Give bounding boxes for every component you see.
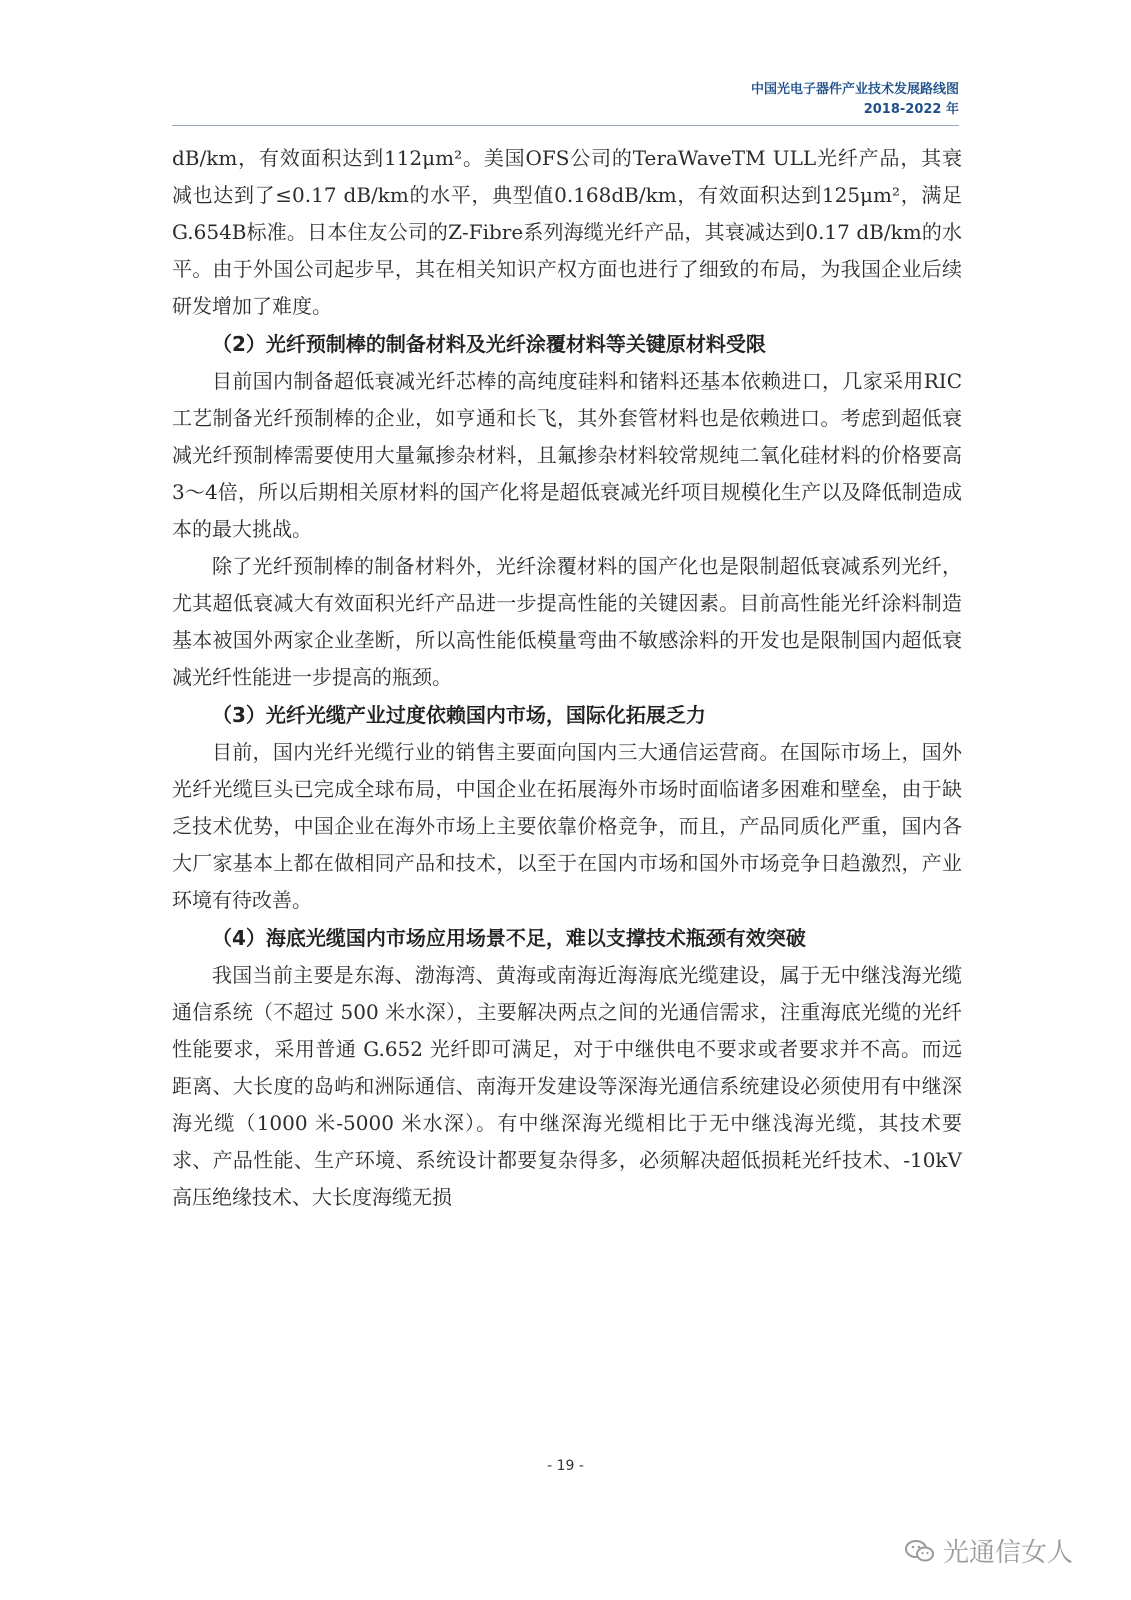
running-header xyxy=(751,80,959,120)
paragraph-domestic-market: 目前，国内光纤光缆行业的销售主要面向国内三大通信运营商。在国际市场上，国外光纤光缆巨头已完成全球布局，中国企业在拓展海外市场时面临诸多困难和壁垒，由于缺乏技术优势，中国企业在海外市场上主要依靠价格竞争，而且，产品同质化严重，国内各大厂家基本上都在做相同产品和技术，以至于在国内市场和国外市场竞争日趋激烈，产业环境有待改善。 xyxy=(172,740,962,912)
header-divider xyxy=(172,125,959,126)
section-heading-3: （3）光纤光缆产业过度依赖国内市场，国际化拓展乏力 xyxy=(212,703,706,727)
paragraph-continued: dB/km，有效面积达到112μm²。美国OFS公司的TeraWaveTM ULL光纤产品，其衰减也达到了≤0.17 dB/km的水平，典型值0.168dB/km，有效面积达到125μm²，满足G.654B标准。日本住友公司的Z-Fibre系列海缆光纤产品，其衰减达到0.17 dB/km的水平。由于外国公司起步早，其在相关知识产权方面也进行了细致的布局，为我国企业后续研发增加了难度。 xyxy=(172,146,962,318)
header-title: 中国光电子器件产业技术发展路线图 xyxy=(750,82,959,97)
paragraph-coating-materials: 除了光纤预制棒的制备材料外，光纤涂覆材料的国产化也是限制超低衰减系列光纤，尤其超低衰减大有效面积光纤产品进一步提高性能的关键因素。目前高性能光纤涂料制造基本被国外两家企业垄断，所以高性能低模量弯曲不敏感涂料的开发也是限制国内超低衰减光纤性能进一步提高的瓶颈。 xyxy=(172,554,962,689)
wechat-icon xyxy=(905,1539,935,1563)
paragraph-raw-materials: 目前国内制备超低衰减光纤芯棒的高纯度硅料和锗料还基本依赖进口，几家采用RIC工艺制备光纤预制棒的企业，如亨通和长飞，其外套管材料也是依赖进口。考虑到超低衰减光纤预制棒需要使用大量氟掺杂材料，且氟掺杂材料较常规纯二氧化硅材料的价格要高3～4倍，所以后期相关原材料的国产化将是超低衰减光纤项目规模化生产以及降低制造成本的最大挑战。 xyxy=(172,369,962,541)
section-heading-2: （2）光纤预制棒的制备材料及光纤涂覆材料等关键原材料受限 xyxy=(212,332,766,356)
watermark xyxy=(905,1532,1073,1569)
watermark-text: 光通信女人 xyxy=(942,1538,1073,1568)
header-years: 2018-2022 年 xyxy=(863,102,959,117)
page-number: - 19 - xyxy=(547,1458,584,1474)
paragraph-submarine-cable: 我国当前主要是东海、渤海湾、黄海或南海近海海底光缆建设，属于无中继浅海光缆通信系统（不超过 500 米水深），主要解决两点之间的光通信需求，注重海底光缆的光纤性能要求，采用普通 G.652 光纤即可满足，对于中继供电不要求或者要求并不高。而远距离、大长度的岛屿和洲际通信、南海开发建设等深海光通信系统建设必须使用有中继深海光缆（1000 米-5000 米水深）。有中继深海光缆相比于无中继浅海光缆，其技术要求、产品性能、生产环境、系统设计都要复杂得多，必须解决超低损耗光纤技术、-10kV 高压绝缘技术、大长度海缆无损 xyxy=(172,963,962,1209)
document-body xyxy=(172,140,962,1216)
section-heading-4: （4）海底光缆国内市场应用场景不足，难以支撑技术瓶颈有效突破 xyxy=(212,926,806,950)
